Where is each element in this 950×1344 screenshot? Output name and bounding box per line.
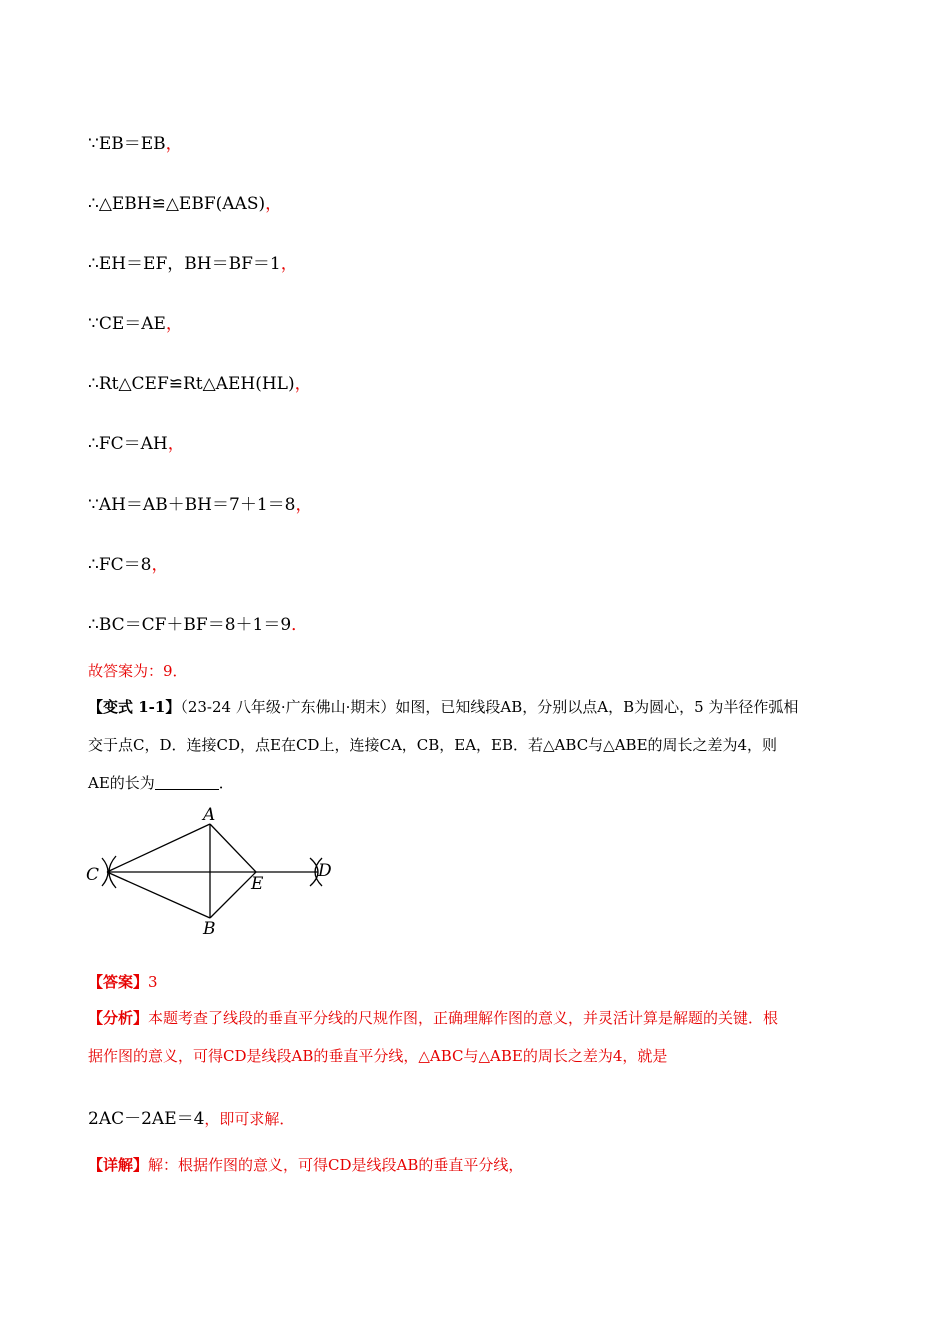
- detail-line: [88, 1153, 523, 1177]
- answer-tag: 【答案】: [88, 973, 149, 991]
- proof-text: ∴FC＝AH: [88, 434, 168, 454]
- variant-line-1: [88, 688, 868, 726]
- proof-line-7: [88, 493, 312, 517]
- segment-cb: [107, 872, 210, 918]
- segment-ea: [210, 824, 256, 872]
- proof-punct: ，: [294, 374, 312, 394]
- variant-punct: ．: [218, 774, 234, 792]
- answer-line: [88, 970, 158, 994]
- label-e: E: [251, 874, 264, 894]
- segment-ca: [107, 824, 210, 872]
- analysis-block: [88, 999, 868, 1075]
- proof-text: ∴Rt△CEF≌Rt△AEH(HL): [88, 374, 295, 394]
- variant-text: AE的长为: [88, 774, 155, 792]
- analysis-line-2: 据作图的意义，可得CD是线段AB的垂直平分线，△ABC与△ABE的周长之差为4，就是: [88, 1047, 668, 1065]
- proof-line-5: [88, 372, 312, 396]
- segment-eb: [210, 872, 256, 918]
- proof-punct: ，: [280, 254, 298, 274]
- proof-line-4: [88, 312, 183, 336]
- proof-line-1: [88, 132, 183, 156]
- label-a: A: [203, 805, 216, 825]
- analysis-formula-line: [88, 1107, 294, 1131]
- variant-text: （23-24 八年级·广东佛山·期末）如图，已知线段AB，分别以点A，B为圆心，5 为半径作弧相: [180, 698, 799, 716]
- proof-text: ∵EB＝EB: [88, 134, 166, 154]
- label-d: D: [318, 861, 332, 881]
- proof-text: ∴FC＝8: [88, 555, 152, 575]
- proof-line-6: [88, 432, 185, 456]
- analysis-formula: 2AC－2AE＝4: [88, 1109, 205, 1129]
- variant-problem: [88, 688, 868, 802]
- proof-punct: ，: [265, 194, 283, 214]
- analysis-line-1: [88, 999, 868, 1037]
- proof-text: ∵CE＝AE: [88, 314, 166, 334]
- proof-punct: ，: [151, 555, 169, 575]
- detail-tag: 【详解】: [88, 1156, 149, 1174]
- variant-line-3: [88, 764, 868, 802]
- analysis-tag: 【分析】: [88, 1009, 149, 1027]
- proof-line-9: [88, 613, 308, 637]
- analysis-text: 本题考查了线段的垂直平分线的尺规作图，正确理解作图的意义，并灵活计算是解题的关键．根: [148, 1009, 779, 1027]
- detail-text: 解：根据作图的意义，可得CD是线段AB的垂直平分线，: [148, 1156, 524, 1174]
- proof-punct: ．: [291, 615, 309, 635]
- variant-line-2: 交于点C，D．连接CD，点E在CD上，连接CA，CB，EA，EB．若△ABC与△ABE的周长之差为4，则: [88, 736, 778, 754]
- proof-punct: ，: [167, 434, 185, 454]
- proof-text: ∴△EBH≌△EBF(AAS): [88, 194, 266, 214]
- proof-punct: ，: [295, 495, 313, 515]
- variant-tag: 【变式 1-1】: [88, 698, 181, 716]
- proof-text: ∴EH＝EF，BH＝BF＝1: [88, 254, 281, 274]
- proof-line-2: [88, 192, 282, 216]
- proof-text: ∴BC＝CF＋BF＝8＋1＝9: [88, 615, 292, 635]
- proof-punct: ，: [165, 134, 183, 154]
- geometry-figure: [80, 800, 350, 945]
- label-c: C: [86, 865, 100, 885]
- answer-previous: 故答案为：9．: [88, 662, 188, 680]
- proof-punct: ，: [165, 314, 183, 334]
- label-b: B: [203, 919, 216, 939]
- proof-line-8: [88, 553, 168, 577]
- answer-value: 3: [148, 973, 158, 991]
- answer-blank: [155, 771, 219, 790]
- analysis-formula-end: ，即可求解．: [204, 1110, 295, 1128]
- proof-line-3: [88, 252, 298, 276]
- proof-text: ∵AH＝AB＋BH＝7＋1＝8: [88, 495, 296, 515]
